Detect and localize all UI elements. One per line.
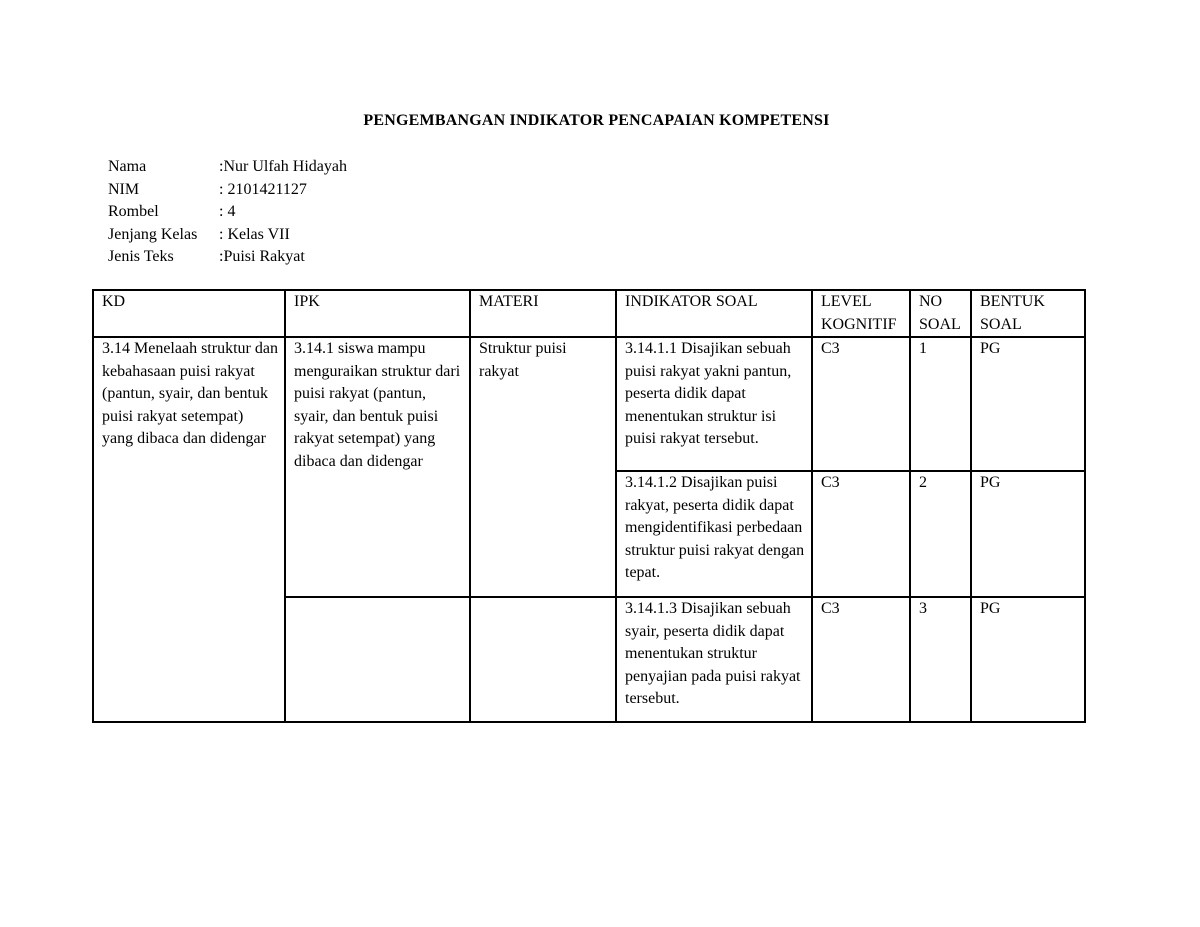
header-kd: KD	[93, 290, 285, 337]
header-indikator-soal: INDIKATOR SOAL	[616, 290, 812, 337]
info-value: :Nur Ulfah Hidayah	[219, 158, 347, 175]
header-ipk: IPK	[285, 290, 470, 337]
no-cell: 2	[910, 471, 971, 597]
indikator-cell: 3.14.1.2 Disajikan puisi rakyat, peserta didik dapat mengidentifikasi perbedaan struktur puisi rakyat dengan tepat.	[616, 471, 812, 597]
info-row-nim	[108, 179, 347, 202]
info-row-jenjang-kelas	[108, 224, 347, 247]
bentuk-cell: PG	[971, 337, 1085, 471]
info-row-rombel	[108, 201, 347, 224]
no-cell: 3	[910, 597, 971, 722]
header-materi: MATERI	[470, 290, 616, 337]
info-value: : 4	[219, 203, 236, 220]
header-bentuk-soal: BENTUK SOAL	[971, 290, 1085, 337]
info-label: Nama	[108, 158, 147, 175]
header-no-soal: NO SOAL	[910, 290, 971, 337]
info-label: NIM	[108, 180, 140, 198]
student-info	[108, 156, 347, 269]
info-value: : 2101421127	[219, 180, 307, 198]
ipk-empty-cell	[285, 597, 470, 722]
level-cell: C3	[812, 471, 910, 597]
info-row-jenis-teks	[108, 246, 347, 269]
materi-cell: Struktur puisi rakyat	[470, 337, 616, 597]
kd-cell: 3.14 Menelaah struktur dan kebahasaan puisi rakyat (pantun, syair, dan bentuk puisi rakyat setempat) yang dibaca dan didengar	[93, 337, 285, 722]
no-cell: 1	[910, 337, 971, 471]
info-row-nama	[108, 156, 347, 179]
materi-empty-cell	[470, 597, 616, 722]
info-value: : Kelas VII	[219, 225, 290, 243]
competency-table	[92, 289, 1086, 723]
document-title: PENGEMBANGAN INDIKATOR PENCAPAIAN KOMPETENSI	[363, 112, 830, 129]
info-label: Jenjang Kelas	[108, 225, 198, 243]
table-header-row	[93, 290, 1085, 337]
level-cell: C3	[812, 337, 910, 471]
info-label: Rombel	[108, 203, 159, 220]
indikator-cell: 3.14.1.1 Disajikan sebuah puisi rakyat yakni pantun, peserta didik dapat menentukan struktur isi puisi rakyat tersebut.	[616, 337, 812, 471]
bentuk-cell: PG	[971, 597, 1085, 722]
table-row	[93, 337, 1085, 471]
info-label: Jenis Teks	[108, 248, 174, 265]
ipk-cell: 3.14.1 siswa mampu menguraikan struktur dari puisi rakyat (pantun, syair, dan bentuk puisi rakyat setempat) yang dibaca dan didengar	[285, 337, 470, 597]
level-cell: C3	[812, 597, 910, 722]
bentuk-cell: PG	[971, 471, 1085, 597]
indikator-cell: 3.14.1.3 Disajikan sebuah syair, peserta didik dapat menentukan struktur penyajian pada puisi rakyat tersebut.	[616, 597, 812, 722]
info-value: :Puisi Rakyat	[219, 248, 305, 265]
header-level-kognitif: LEVEL KOGNITIF	[812, 290, 910, 337]
